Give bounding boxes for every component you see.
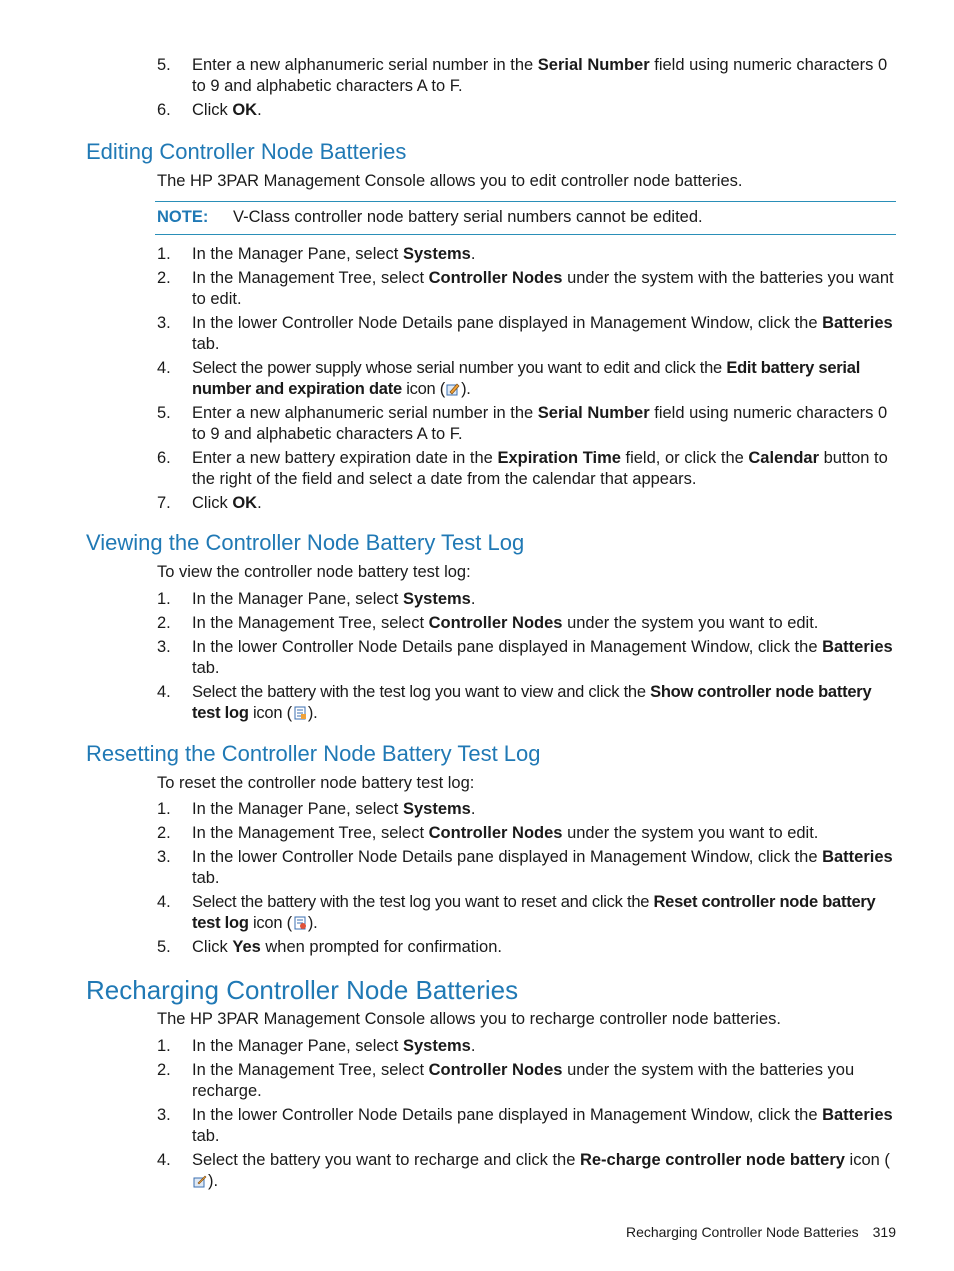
note-label: NOTE: bbox=[157, 208, 209, 226]
list-item: 7. Click OK. bbox=[157, 494, 262, 512]
section-heading-resetting: Resetting the Controller Node Battery Test Log bbox=[86, 741, 541, 766]
page-footer bbox=[626, 1223, 896, 1241]
list-item: 2. In the Management Tree, select Controller Nodes under the system with the batteries you want to edit. bbox=[157, 269, 894, 308]
section-intro: The HP 3PAR Management Console allows you to recharge controller node batteries. bbox=[157, 1010, 781, 1028]
editing-steps-list bbox=[0, 244, 954, 514]
resetting-steps-list bbox=[0, 799, 954, 958]
section-intro: To view the controller node battery test log: bbox=[157, 563, 471, 581]
list-item: 2. In the Management Tree, select Controller Nodes under the system you want to edit. bbox=[157, 614, 819, 632]
viewing-steps-list bbox=[0, 589, 954, 724]
list-item: 1. In the Manager Pane, select Systems. bbox=[157, 1037, 476, 1055]
list-item: 1. In the Manager Pane, select Systems. bbox=[157, 590, 476, 608]
top-steps-list bbox=[0, 55, 954, 121]
list-item: 3. In the lower Controller Node Details pane displayed in Management Window, click the Batteries tab. bbox=[157, 848, 893, 887]
section-heading-viewing: Viewing the Controller Node Battery Test Log bbox=[86, 530, 525, 555]
list-item: 1. In the Manager Pane, select Systems. bbox=[157, 245, 476, 263]
note-text: V-Class controller node battery serial numbers cannot be edited. bbox=[233, 208, 703, 226]
list-item: 4. Select the battery with the test log you want to reset and click the Reset controller node battery test log icon ( ). bbox=[157, 893, 876, 932]
reset-test-log-icon bbox=[293, 915, 307, 929]
section-intro: The HP 3PAR Management Console allows you to edit controller node batteries. bbox=[157, 172, 743, 190]
list-item: 5. Click Yes when prompted for confirmation. bbox=[157, 938, 502, 956]
list-item: 2. In the Management Tree, select Controller Nodes under the system you want to edit. bbox=[157, 824, 819, 842]
show-test-log-icon bbox=[293, 705, 307, 719]
section-heading-editing: Editing Controller Node Batteries bbox=[86, 139, 407, 164]
edit-battery-icon bbox=[446, 381, 460, 395]
list-item: 4. Select the battery you want to recharge and click the Re-charge controller node battery icon (). bbox=[157, 1151, 890, 1190]
page-number: 319 bbox=[872, 1224, 896, 1240]
section-heading-recharging: Recharging Controller Node Batteries bbox=[86, 975, 519, 1005]
list-item: 6. Click OK. bbox=[157, 101, 262, 119]
list-item: 1. In the Manager Pane, select Systems. bbox=[157, 800, 476, 818]
section-intro: To reset the controller node battery test log: bbox=[157, 774, 475, 792]
recharge-battery-icon bbox=[193, 1173, 207, 1187]
recharging-steps-list bbox=[0, 1036, 954, 1192]
list-item: 4. Select the power supply whose serial number you want to edit and click the Edit battery serial number and expiration date icon ( ). bbox=[157, 359, 861, 398]
list-item: 5. Enter a new alphanumeric serial number in the Serial Number field using numeric characters 0 to 9 and alphabetic characters A to F. bbox=[157, 56, 888, 95]
list-item: 3. In the lower Controller Node Details pane displayed in Management Window, click the Batteries tab. bbox=[157, 314, 893, 353]
list-item: 4. Select the battery with the test log you want to view and click the Show controller node battery test log icon ( ). bbox=[157, 683, 872, 722]
list-item: 3. In the lower Controller Node Details pane displayed in Management Window, click the Batteries tab. bbox=[157, 1106, 893, 1145]
list-item: 5. Enter a new alphanumeric serial number in the Serial Number field using numeric characters 0 to 9 and alphabetic characters A to F. bbox=[157, 404, 888, 443]
footer-section-title: Recharging Controller Node Batteries bbox=[625, 1224, 859, 1240]
list-item: 6. Enter a new battery expiration date in the Expiration Time field, or click the Calendar button to the right of the field and select a date from the calendar that appears. bbox=[157, 449, 888, 488]
list-item: 2. In the Management Tree, select Controller Nodes under the system with the batteries you recharge. bbox=[157, 1061, 855, 1100]
note-box bbox=[155, 201, 896, 235]
list-item: 3. In the lower Controller Node Details pane displayed in Management Window, click the Batteries tab. bbox=[157, 638, 893, 677]
